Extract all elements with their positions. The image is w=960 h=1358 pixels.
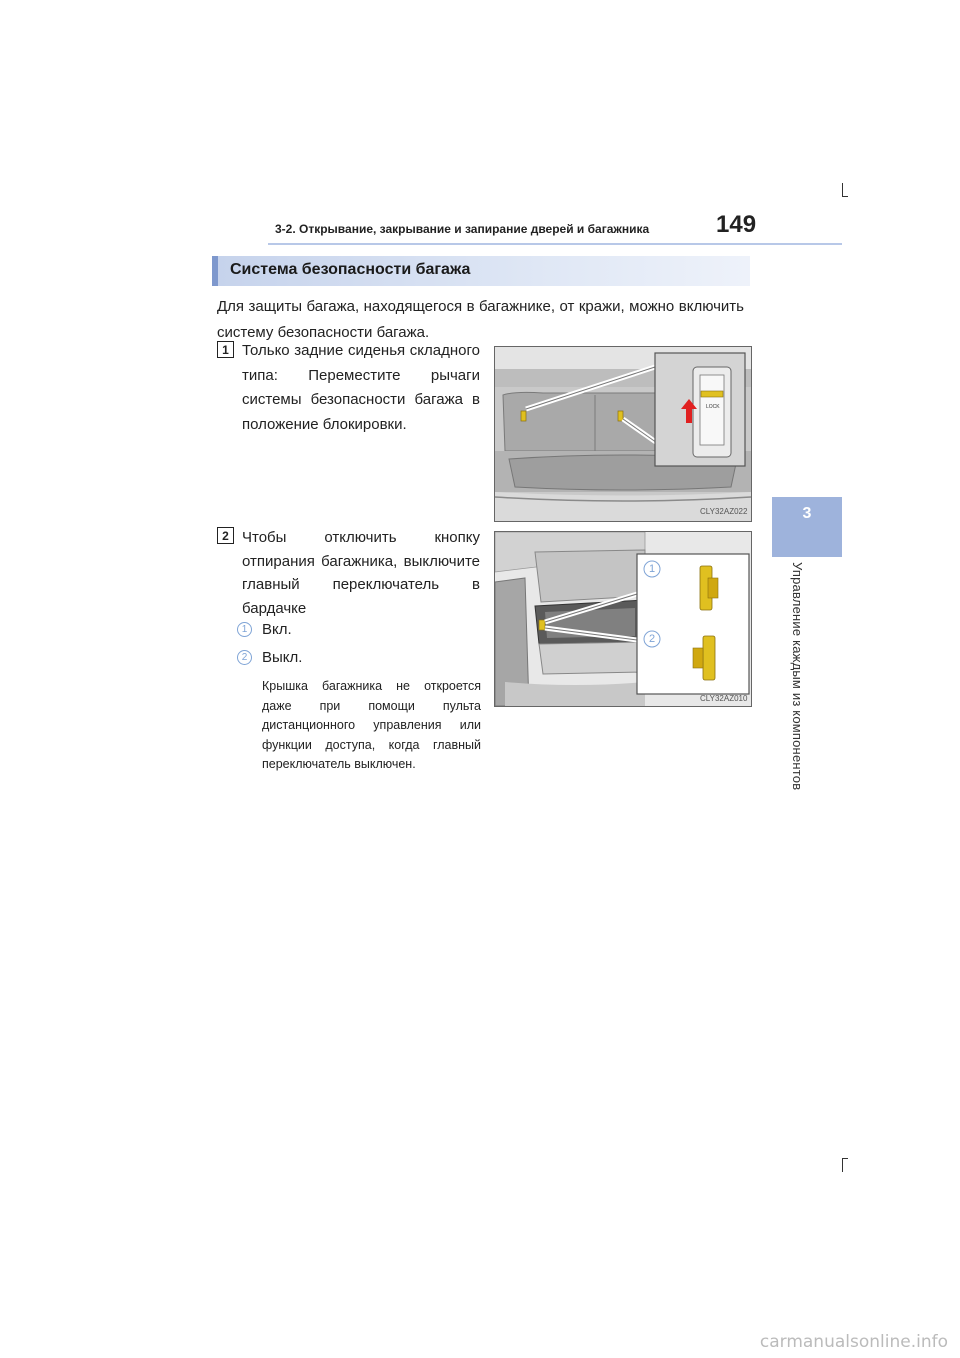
chapter-tab-number: 3 bbox=[802, 505, 812, 522]
figure-code: CLY32AZ022 bbox=[700, 507, 748, 516]
option-label: Выкл. bbox=[262, 649, 303, 666]
crop-mark bbox=[842, 1158, 848, 1159]
callout-number: 1 bbox=[649, 563, 656, 575]
step-number: 2 bbox=[217, 527, 234, 544]
option-marker: 2 bbox=[237, 650, 252, 665]
lock-label: LOCK bbox=[706, 404, 720, 410]
page-number: 149 bbox=[716, 211, 757, 238]
figure-code: CLY32AZ010 bbox=[700, 694, 748, 703]
glovebox-illustration bbox=[495, 532, 751, 706]
chapter-title: 3-2. Открывание, закрывание и запирание дверей и багажника bbox=[275, 222, 650, 236]
section-intro: Для защиты багажа, находящегося в багажнике, от кражи, можно включить систему безопасности багажа. bbox=[217, 298, 744, 341]
glovebox-figure bbox=[494, 531, 752, 707]
step-note: Крышка багажника не откроется даже при помощи пульта дистанционного управления или функции доступа, когда главный переключатель выключен. bbox=[262, 679, 481, 771]
crop-mark bbox=[842, 196, 848, 197]
trunk-illustration bbox=[495, 347, 751, 521]
crop-mark bbox=[842, 183, 843, 197]
callout-number: 2 bbox=[649, 633, 656, 645]
chapter-tab bbox=[772, 497, 842, 557]
step-text: Только задние сиденья складного типа: Переместите рычаги системы безопасности багажа в положение блокировки. bbox=[242, 342, 480, 433]
crop-mark bbox=[842, 1158, 843, 1172]
section-heading bbox=[212, 256, 750, 286]
option-label: Вкл. bbox=[262, 621, 292, 638]
section-heading-text: Система безопасности багажа bbox=[230, 261, 471, 278]
header-divider bbox=[268, 243, 842, 245]
step-text: Чтобы отключить кнопку отпирания багажника, выключите главный переключатель в бардачке bbox=[242, 529, 480, 617]
step-number: 1 bbox=[217, 341, 234, 358]
trunk-figure bbox=[494, 346, 752, 522]
option-marker: 1 bbox=[237, 622, 252, 637]
watermark: carmanualsonline.info bbox=[759, 1332, 948, 1352]
chapter-tab-label: Управление каждым из компонентов bbox=[790, 562, 805, 791]
